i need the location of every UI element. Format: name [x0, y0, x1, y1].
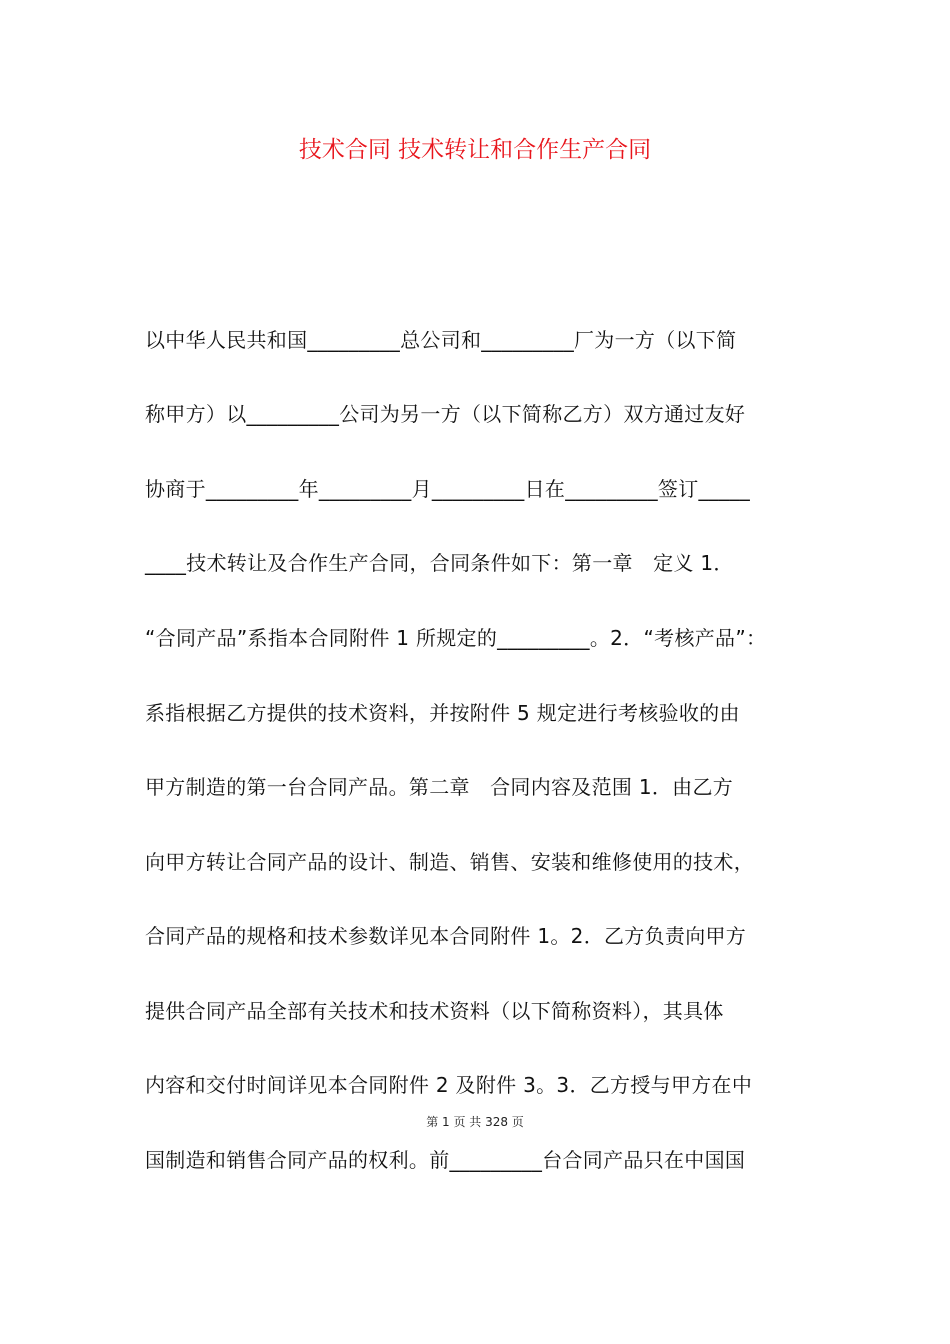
body-line: “合同产品”系指本合同附件 1 所规定的_________。2．“考核产品”： [145, 626, 767, 650]
body-line: 向甲方转让合同产品的设计、制造、销售、安装和维修使用的技术， [145, 850, 754, 874]
body-line: 以中华人民共和国_________总公司和_________厂为一方（以下简 [145, 328, 737, 352]
page-number-footer: 第 1 页 共 328 页 [426, 1115, 524, 1129]
body-line: 协商于_________年_________月_________日在_________签订_____ [145, 477, 750, 501]
body-line: ____技术转让及合作生产合同，合同条件如下：第一章 定义 1． [145, 551, 734, 575]
body-line: 国制造和销售合同产品的权利。前_________台合同产品只在中国国 [145, 1148, 746, 1172]
body-line: 称甲方）以_________公司为另一方（以下简称乙方）双方通过友好 [145, 402, 746, 426]
body-line: 甲方制造的第一台合同产品。第二章 合同内容及范围 1．由乙方 [145, 775, 734, 799]
page-title: 技术合同 技术转让和合作生产合同 [298, 137, 652, 163]
body-line: 合同产品的规格和技术参数详见本合同附件 1。2．乙方负责向甲方 [145, 924, 747, 948]
body-line: 提供合同产品全部有关技术和技术资料（以下简称资料），其具体 [145, 999, 724, 1023]
body-line: 内容和交付时间详见本合同附件 2 及附件 3。3．乙方授与甲方在中 [145, 1073, 753, 1097]
body-line: 系指根据乙方提供的技术资料，并按附件 5 规定进行考核验收的由 [145, 701, 740, 725]
